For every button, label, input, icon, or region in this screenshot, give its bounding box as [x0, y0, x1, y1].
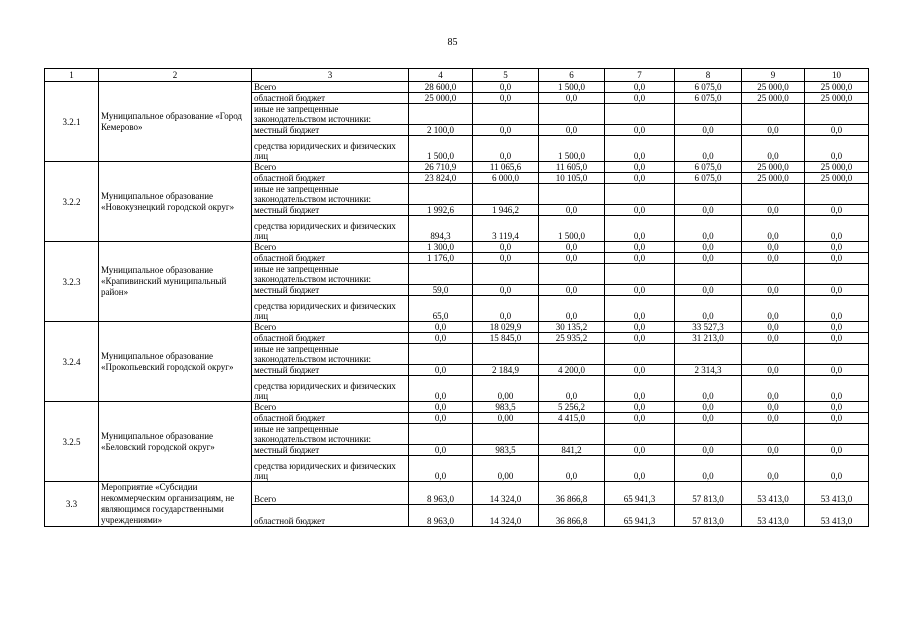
value-cell: 841,2: [539, 445, 605, 456]
value-cell: 11 065,6: [473, 162, 539, 173]
value-cell: 0,0: [539, 205, 605, 216]
value-cell: 0,00: [473, 413, 539, 424]
table-body: [45, 69, 869, 527]
value-cell: 6 000,0: [473, 173, 539, 184]
value-cell: 0,0: [742, 365, 805, 376]
value-cell: 30 135,2: [539, 322, 605, 333]
value-cell: 0,0: [409, 456, 473, 482]
item-code: 3.2.4: [45, 322, 99, 402]
value-cell: 0,0: [742, 285, 805, 296]
funding-source: местный бюджет: [252, 205, 409, 216]
header-cell: 8: [675, 69, 742, 82]
value-cell: 25 000,0: [742, 162, 805, 173]
value-cell: 0,0: [539, 296, 605, 322]
value-cell: 0,0: [605, 125, 675, 136]
value-cell: 33 527,3: [675, 322, 742, 333]
value-cell: [605, 344, 675, 365]
value-cell: 0,0: [605, 333, 675, 344]
table-row: [45, 162, 869, 173]
value-cell: 0,0: [805, 216, 869, 242]
value-cell: [539, 264, 605, 285]
value-cell: 8 963,0: [409, 504, 473, 527]
value-cell: 0,0: [742, 445, 805, 456]
value-cell: [605, 264, 675, 285]
item-code: 3.2.5: [45, 402, 99, 482]
funding-source: Всего: [252, 322, 409, 333]
value-cell: [473, 264, 539, 285]
header-cell: 1: [45, 69, 99, 82]
funding-source: средства юридических и физических лиц: [252, 376, 409, 402]
value-cell: 0,0: [473, 136, 539, 162]
value-cell: 0,0: [805, 242, 869, 253]
value-cell: [605, 104, 675, 125]
value-cell: [805, 424, 869, 445]
page-number: 85: [447, 37, 458, 48]
value-cell: 0,0: [409, 365, 473, 376]
value-cell: 0,0: [605, 173, 675, 184]
value-cell: 0,0: [742, 216, 805, 242]
value-cell: 11 605,0: [539, 162, 605, 173]
value-cell: 0,0: [805, 285, 869, 296]
value-cell: 1 500,0: [539, 82, 605, 93]
value-cell: 0,0: [675, 413, 742, 424]
value-cell: 0,0: [742, 456, 805, 482]
value-cell: 4 200,0: [539, 365, 605, 376]
value-cell: 0,0: [409, 376, 473, 402]
table-row: [45, 402, 869, 413]
item-code: 3.2.1: [45, 82, 99, 162]
value-cell: 6 075,0: [675, 82, 742, 93]
value-cell: 0,0: [805, 456, 869, 482]
value-cell: 0,0: [605, 285, 675, 296]
value-cell: 0,0: [805, 413, 869, 424]
budget-table: [44, 68, 869, 527]
value-cell: 0,0: [675, 296, 742, 322]
value-cell: 0,0: [605, 445, 675, 456]
value-cell: 0,0: [805, 125, 869, 136]
value-cell: 0,0: [409, 413, 473, 424]
value-cell: 0,0: [675, 242, 742, 253]
funding-source: областной бюджет: [252, 413, 409, 424]
funding-source: иные не запрещенные законодательством источники:: [252, 184, 409, 205]
funding-source: иные не запрещенные законодательством источники:: [252, 344, 409, 365]
value-cell: 36 866,8: [539, 504, 605, 527]
value-cell: 6 075,0: [675, 93, 742, 104]
value-cell: 0,0: [675, 136, 742, 162]
funding-source: местный бюджет: [252, 125, 409, 136]
value-cell: 0,0: [675, 376, 742, 402]
value-cell: 0,0: [539, 253, 605, 264]
value-cell: [742, 344, 805, 365]
value-cell: 25 935,2: [539, 333, 605, 344]
value-cell: 36 866,8: [539, 482, 605, 505]
value-cell: 0,0: [605, 296, 675, 322]
value-cell: [473, 424, 539, 445]
value-cell: 10 105,0: [539, 173, 605, 184]
value-cell: 8 963,0: [409, 482, 473, 505]
value-cell: 0,0: [742, 413, 805, 424]
value-cell: 25 000,0: [805, 162, 869, 173]
value-cell: 0,0: [473, 242, 539, 253]
funding-source: средства юридических и физических лиц: [252, 296, 409, 322]
value-cell: 0,0: [539, 376, 605, 402]
item-name: Муниципальное образование «Новокузнецкий городской округ»: [99, 162, 252, 242]
value-cell: [742, 104, 805, 125]
value-cell: 0,0: [805, 296, 869, 322]
value-cell: 0,0: [605, 93, 675, 104]
value-cell: 0,0: [473, 82, 539, 93]
value-cell: 1 300,0: [409, 242, 473, 253]
value-cell: 1 500,0: [539, 216, 605, 242]
value-cell: 25 000,0: [805, 82, 869, 93]
value-cell: [675, 344, 742, 365]
value-cell: [409, 104, 473, 125]
value-cell: 65 941,3: [605, 504, 675, 527]
value-cell: [473, 344, 539, 365]
value-cell: 0,0: [805, 205, 869, 216]
value-cell: 0,0: [742, 242, 805, 253]
funding-source: Всего: [252, 402, 409, 413]
funding-source: областной бюджет: [252, 173, 409, 184]
value-cell: [605, 424, 675, 445]
item-name: Муниципальное образование «Прокопьевский городской округ»: [99, 322, 252, 402]
value-cell: 983,5: [473, 445, 539, 456]
value-cell: [409, 424, 473, 445]
value-cell: 0,0: [742, 125, 805, 136]
value-cell: 0,0: [473, 285, 539, 296]
value-cell: 4 415,0: [539, 413, 605, 424]
value-cell: 65 941,3: [605, 482, 675, 505]
item-code: 3.2.2: [45, 162, 99, 242]
value-cell: 0,0: [605, 136, 675, 162]
value-cell: 14 324,0: [473, 504, 539, 527]
value-cell: 0,0: [409, 402, 473, 413]
value-cell: 1 992,6: [409, 205, 473, 216]
value-cell: 5 256,2: [539, 402, 605, 413]
value-cell: 0,0: [605, 82, 675, 93]
value-cell: 0,0: [675, 445, 742, 456]
value-cell: 23 824,0: [409, 173, 473, 184]
value-cell: 983,5: [473, 402, 539, 413]
funding-source: областной бюджет: [252, 504, 409, 527]
value-cell: 0,0: [539, 93, 605, 104]
value-cell: [805, 104, 869, 125]
value-cell: 25 000,0: [805, 93, 869, 104]
funding-source: средства юридических и физических лиц: [252, 216, 409, 242]
value-cell: 0,0: [539, 242, 605, 253]
value-cell: 0,0: [742, 333, 805, 344]
value-cell: 0,0: [742, 253, 805, 264]
header-cell: 5: [473, 69, 539, 82]
value-cell: 0,00: [473, 376, 539, 402]
header-cell: 7: [605, 69, 675, 82]
value-cell: 0,0: [473, 296, 539, 322]
funding-source: местный бюджет: [252, 445, 409, 456]
table-row: [45, 242, 869, 253]
value-cell: 25 000,0: [409, 93, 473, 104]
value-cell: 0,0: [742, 205, 805, 216]
value-cell: 0,0: [605, 402, 675, 413]
header-cell: 3: [252, 69, 409, 82]
value-cell: 0,0: [805, 322, 869, 333]
value-cell: [605, 184, 675, 205]
value-cell: 0,0: [409, 322, 473, 333]
value-cell: 0,0: [805, 333, 869, 344]
funding-source: местный бюджет: [252, 285, 409, 296]
value-cell: 3 119,4: [473, 216, 539, 242]
header-cell: 10: [805, 69, 869, 82]
value-cell: 28 600,0: [409, 82, 473, 93]
funding-source: местный бюджет: [252, 365, 409, 376]
item-name: Мероприятие «Субсидии некоммерческим организациям, не являющимся государственными учреждениями»: [99, 482, 252, 527]
value-cell: 0,0: [605, 413, 675, 424]
value-cell: 0,0: [675, 285, 742, 296]
value-cell: 0,0: [805, 376, 869, 402]
funding-source: средства юридических и физических лиц: [252, 136, 409, 162]
value-cell: 0,0: [409, 333, 473, 344]
value-cell: 53 413,0: [742, 482, 805, 505]
funding-source: областной бюджет: [252, 253, 409, 264]
value-cell: [805, 184, 869, 205]
item-code: 3.2.3: [45, 242, 99, 322]
funding-source: Всего: [252, 242, 409, 253]
table-row: [45, 482, 869, 505]
value-cell: 894,3: [409, 216, 473, 242]
value-cell: 6 075,0: [675, 173, 742, 184]
value-cell: 2 184,9: [473, 365, 539, 376]
header-cell: 6: [539, 69, 605, 82]
value-cell: 25 000,0: [742, 82, 805, 93]
header-row: [45, 69, 869, 82]
value-cell: 57 813,0: [675, 504, 742, 527]
table-row: [45, 82, 869, 93]
value-cell: 6 075,0: [675, 162, 742, 173]
value-cell: 0,0: [742, 402, 805, 413]
value-cell: [539, 104, 605, 125]
value-cell: [539, 424, 605, 445]
value-cell: 0,0: [675, 216, 742, 242]
table-row: [45, 322, 869, 333]
value-cell: 0,0: [605, 162, 675, 173]
value-cell: 2 100,0: [409, 125, 473, 136]
funding-source: иные не запрещенные законодательством источники:: [252, 104, 409, 125]
value-cell: 0,0: [539, 125, 605, 136]
value-cell: 0,0: [605, 376, 675, 402]
funding-source: Всего: [252, 162, 409, 173]
value-cell: 0,0: [605, 322, 675, 333]
value-cell: 25 000,0: [742, 173, 805, 184]
value-cell: [539, 344, 605, 365]
value-cell: [409, 344, 473, 365]
item-name: Муниципальное образование «Крапивинский муниципальный район»: [99, 242, 252, 322]
value-cell: 59,0: [409, 285, 473, 296]
value-cell: 0,0: [805, 136, 869, 162]
value-cell: 57 813,0: [675, 482, 742, 505]
funding-source: иные не запрещенные законодательством источники:: [252, 264, 409, 285]
value-cell: [675, 184, 742, 205]
value-cell: 0,0: [605, 216, 675, 242]
value-cell: 0,0: [605, 365, 675, 376]
value-cell: [675, 424, 742, 445]
funding-source: иные не запрещенные законодательством источники:: [252, 424, 409, 445]
value-cell: 0,0: [805, 365, 869, 376]
funding-source: Всего: [252, 82, 409, 93]
header-cell: 4: [409, 69, 473, 82]
value-cell: [473, 184, 539, 205]
value-cell: 53 413,0: [742, 504, 805, 527]
value-cell: 0,00: [473, 456, 539, 482]
value-cell: 53 413,0: [805, 504, 869, 527]
value-cell: 0,0: [605, 253, 675, 264]
value-cell: [805, 344, 869, 365]
item-code: 3.3: [45, 482, 99, 527]
value-cell: 25 000,0: [742, 93, 805, 104]
value-cell: 0,0: [675, 253, 742, 264]
value-cell: 18 029,9: [473, 322, 539, 333]
value-cell: 31 213,0: [675, 333, 742, 344]
funding-source: областной бюджет: [252, 93, 409, 104]
value-cell: 0,0: [805, 445, 869, 456]
item-name: Муниципальное образование «Беловский городской округ»: [99, 402, 252, 482]
value-cell: 0,0: [409, 445, 473, 456]
value-cell: 26 710,9: [409, 162, 473, 173]
value-cell: [805, 264, 869, 285]
value-cell: 1 500,0: [539, 136, 605, 162]
value-cell: 0,0: [675, 205, 742, 216]
value-cell: 0,0: [473, 253, 539, 264]
value-cell: 1 500,0: [409, 136, 473, 162]
value-cell: 0,0: [605, 242, 675, 253]
value-cell: 0,0: [742, 136, 805, 162]
value-cell: 25 000,0: [805, 173, 869, 184]
value-cell: 0,0: [473, 125, 539, 136]
value-cell: 0,0: [473, 93, 539, 104]
funding-source: средства юридических и физических лиц: [252, 456, 409, 482]
value-cell: 0,0: [805, 253, 869, 264]
value-cell: 14 324,0: [473, 482, 539, 505]
value-cell: 0,0: [605, 456, 675, 482]
value-cell: 0,0: [539, 456, 605, 482]
header-cell: 2: [99, 69, 252, 82]
value-cell: [675, 104, 742, 125]
value-cell: 0,0: [675, 402, 742, 413]
value-cell: 0,0: [675, 125, 742, 136]
value-cell: 0,0: [742, 376, 805, 402]
value-cell: 1 176,0: [409, 253, 473, 264]
value-cell: 2 314,3: [675, 365, 742, 376]
value-cell: [409, 264, 473, 285]
value-cell: [539, 184, 605, 205]
value-cell: 0,0: [805, 402, 869, 413]
value-cell: 0,0: [742, 322, 805, 333]
item-name: Муниципальное образование «Город Кемерово»: [99, 82, 252, 162]
value-cell: 0,0: [675, 456, 742, 482]
value-cell: 0,0: [539, 285, 605, 296]
value-cell: 0,0: [742, 296, 805, 322]
value-cell: 15 845,0: [473, 333, 539, 344]
value-cell: [473, 104, 539, 125]
value-cell: [742, 184, 805, 205]
value-cell: [742, 424, 805, 445]
funding-source: Всего: [252, 482, 409, 505]
value-cell: 0,0: [605, 205, 675, 216]
value-cell: 1 946,2: [473, 205, 539, 216]
header-cell: 9: [742, 69, 805, 82]
value-cell: [742, 264, 805, 285]
funding-source: областной бюджет: [252, 333, 409, 344]
value-cell: 53 413,0: [805, 482, 869, 505]
value-cell: [675, 264, 742, 285]
value-cell: [409, 184, 473, 205]
value-cell: 65,0: [409, 296, 473, 322]
